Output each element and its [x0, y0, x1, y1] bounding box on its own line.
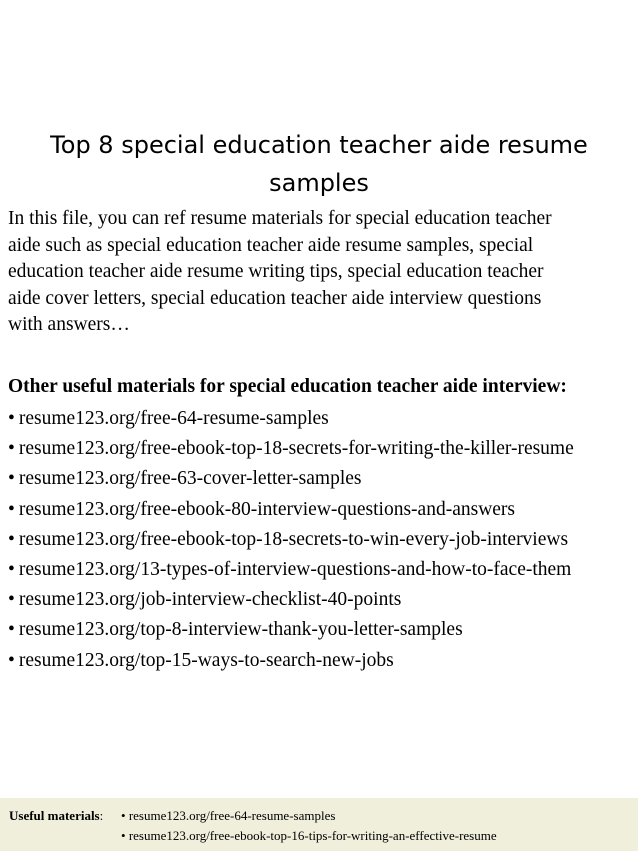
intro-line-1: In this file, you can ref resume materials for special education teacher	[8, 208, 552, 229]
materials-link[interactable]: resume123.org/free-63-cover-letter-samples	[18, 468, 362, 490]
intro-line-4: aide cover letters, special education teacher aide interview questions	[8, 287, 542, 309]
list-item	[8, 495, 638, 525]
materials-link[interactable]: resume123.org/free-ebook-80-interview-questions-and-answers	[18, 498, 516, 520]
list-item	[8, 646, 638, 676]
list-item	[8, 404, 638, 434]
intro-line-2: aide such as special education teacher aide resume samples, special	[8, 234, 534, 256]
footer-link[interactable]: resume123.org/free-ebook-top-16-tips-for-writing-an-effective-resume	[128, 828, 497, 843]
bullet-icon: •	[8, 468, 15, 490]
footer-label	[9, 806, 103, 826]
list-item	[8, 434, 638, 464]
footer-link[interactable]: resume123.org/free-64-resume-samples	[128, 808, 336, 823]
list-item	[8, 585, 638, 615]
page-title	[0, 126, 638, 202]
materials-link[interactable]: resume123.org/13-types-of-interview-questions-and-how-to-face-them	[18, 558, 572, 580]
intro-paragraph	[8, 206, 632, 339]
materials-link[interactable]: resume123.org/free-ebook-top-18-secrets-to-win-every-job-interviews	[18, 528, 569, 550]
footer-label-text: Useful materials	[9, 808, 100, 823]
page-title-line-1: Top 8 special education teacher aide resume	[50, 131, 588, 159]
materials-heading: Other useful materials for special education teacher aide interview:	[8, 376, 567, 397]
materials-link[interactable]: resume123.org/job-interview-checklist-40-points	[18, 589, 402, 611]
list-item	[8, 525, 638, 555]
list-item	[8, 464, 638, 494]
bullet-icon: •	[8, 558, 15, 580]
bullet-icon: •	[8, 649, 15, 671]
page-title-line-2: samples	[269, 169, 369, 197]
list-item	[121, 826, 497, 846]
bullet-icon: •	[8, 498, 15, 520]
bullet-icon: •	[121, 808, 126, 823]
materials-link-list	[8, 404, 638, 676]
materials-link[interactable]: resume123.org/free-ebook-top-18-secrets-for-writing-the-killer-resume	[18, 438, 574, 460]
bullet-icon: •	[8, 619, 15, 641]
intro-line-5: with answers…	[8, 314, 130, 335]
bullet-icon: •	[8, 589, 15, 611]
list-item	[8, 615, 638, 645]
list-item	[121, 806, 497, 826]
materials-link[interactable]: resume123.org/top-8-interview-thank-you-letter-samples	[18, 619, 463, 641]
bullet-icon: •	[8, 528, 15, 550]
footer-bar	[0, 798, 638, 851]
list-item	[8, 555, 638, 585]
bullet-icon: •	[121, 828, 126, 843]
materials-link[interactable]: resume123.org/free-64-resume-samples	[18, 408, 329, 429]
footer-link-list	[121, 806, 497, 846]
footer-label-colon: :	[99, 808, 104, 823]
materials-link[interactable]: resume123.org/top-15-ways-to-search-new-jobs	[18, 649, 394, 671]
bullet-icon: •	[8, 408, 15, 429]
intro-line-3: education teacher aide resume writing tips, special education teacher	[8, 261, 544, 282]
bullet-icon: •	[8, 438, 15, 460]
